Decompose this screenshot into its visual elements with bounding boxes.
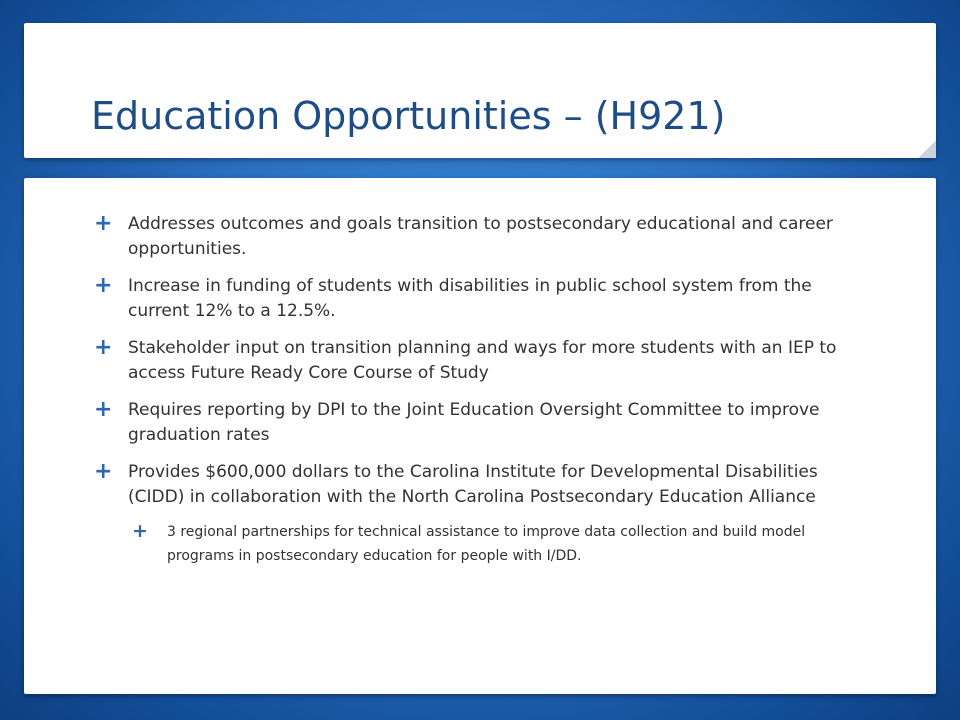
bullet-item [94, 460, 854, 510]
plus-icon: + [132, 520, 148, 542]
plus-icon: + [94, 273, 113, 298]
bullet-text: Provides $600,000 dollars to the Carolina Institute for Developmental Disabilities (CIDD) in collaboration with the North Carolina Postsecondary Education Alliance [128, 462, 818, 507]
content-card [24, 178, 936, 694]
bullet-item [94, 336, 854, 386]
plus-icon: + [94, 459, 113, 484]
sub-bullet-item [132, 520, 854, 568]
title-card [24, 23, 936, 158]
bullet-list [94, 212, 854, 568]
bullet-text: Stakeholder input on transition planning and ways for more students with an IEP to access Future Ready Core Course of Study [128, 338, 837, 383]
bullet-text: Requires reporting by DPI to the Joint Education Oversight Committee to improve graduation rates [128, 400, 820, 445]
slide-title: Education Opportunities – (H921) [91, 94, 726, 138]
bullet-item [94, 398, 854, 448]
plus-icon: + [94, 397, 113, 422]
bullet-text: Addresses outcomes and goals transition to postsecondary educational and career opportunities. [128, 214, 833, 259]
bullet-item [94, 212, 854, 262]
bullet-text: Increase in funding of students with disabilities in public school system from the current 12% to a 12.5%. [128, 276, 812, 321]
bullet-item [94, 274, 854, 324]
plus-icon: + [94, 335, 113, 360]
plus-icon: + [94, 211, 113, 236]
sub-bullet-text: 3 regional partnerships for technical assistance to improve data collection and build model programs in postsecondary education for people with I/DD. [167, 524, 806, 564]
